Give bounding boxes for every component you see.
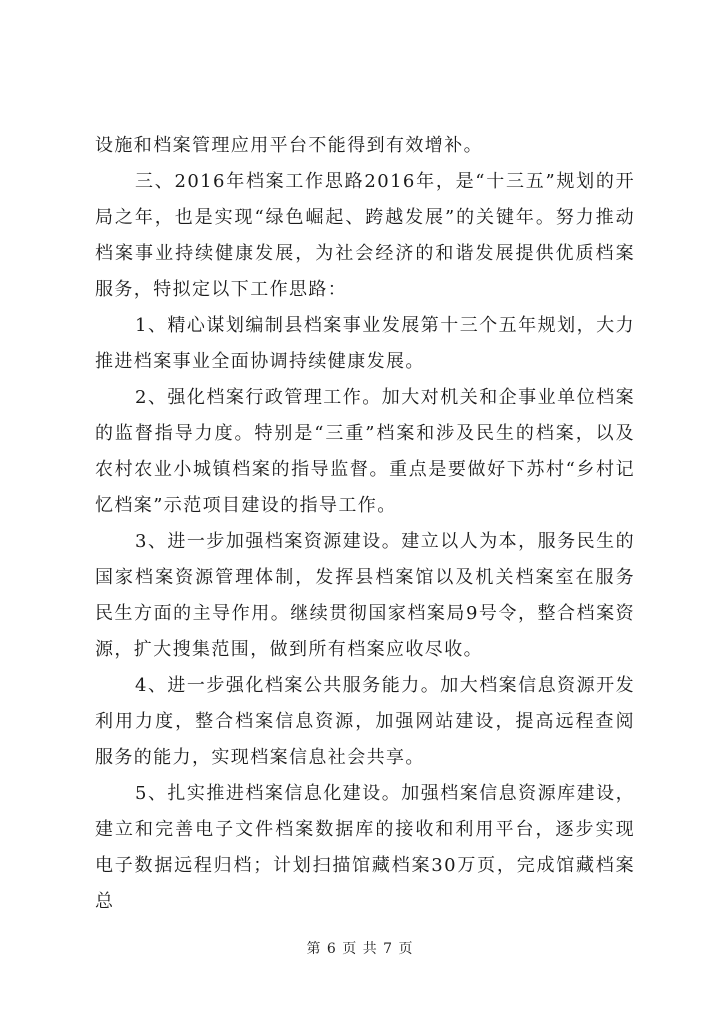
paragraph-section-three: 三、2016年档案工作思路2016年，是“十三五”规划的开局之年，也是实现“绿色崛起、跨越发展”的关键年。努力推动档案事业持续健康发展，为社会经济的和谐发展提供优质档案服务，特拟定以下工作思路：: [95, 171, 635, 300]
paragraph-item-1: 1、精心谋划编制县档案事业发展第十三个五年规划，大力推进档案事业全面协调持续健康发展。: [95, 315, 635, 372]
paragraph-item-3: 3、进一步加强档案资源建设。建立以人为本，服务民生的国家档案资源管理体制，发挥县档案馆以及机关档案室在服务民生方面的主导作用。继续贯彻国家档案局9号令，整合档案资源，扩大搜集范围，做到所有档案应收尽收。: [95, 531, 635, 660]
page-footer: [0, 938, 720, 958]
paragraph-item-4: 4、进一步强化档案公共服务能力。加大档案信息资源开发利用力度，整合档案信息资源，加强网站建设，提高远程查阅服务的能力，实现档案信息社会共享。: [95, 675, 635, 768]
document-body: [95, 128, 635, 920]
page-number-label: 第 6 页 共 7 页: [306, 941, 414, 957]
paragraph-continuation: 设施和档案管理应用平台不能得到有效增补。: [95, 135, 483, 156]
paragraph-item-5: 5、扎实推进档案信息化建设。加强档案信息资源库建设，建立和完善电子文件档案数据库的接收和利用平台，逐步实现电子数据远程归档；计划扫描馆藏档案30万页，完成馆藏档案总: [95, 783, 635, 912]
paragraph-item-2: 2、强化档案行政管理工作。加大对机关和企事业单位档案的监督指导力度。特别是“三重”档案和涉及民生的档案，以及农村农业小城镇档案的指导监督。重点是要做好下苏村“乡村记忆档案”示范项目建设的指导工作。: [95, 387, 635, 516]
